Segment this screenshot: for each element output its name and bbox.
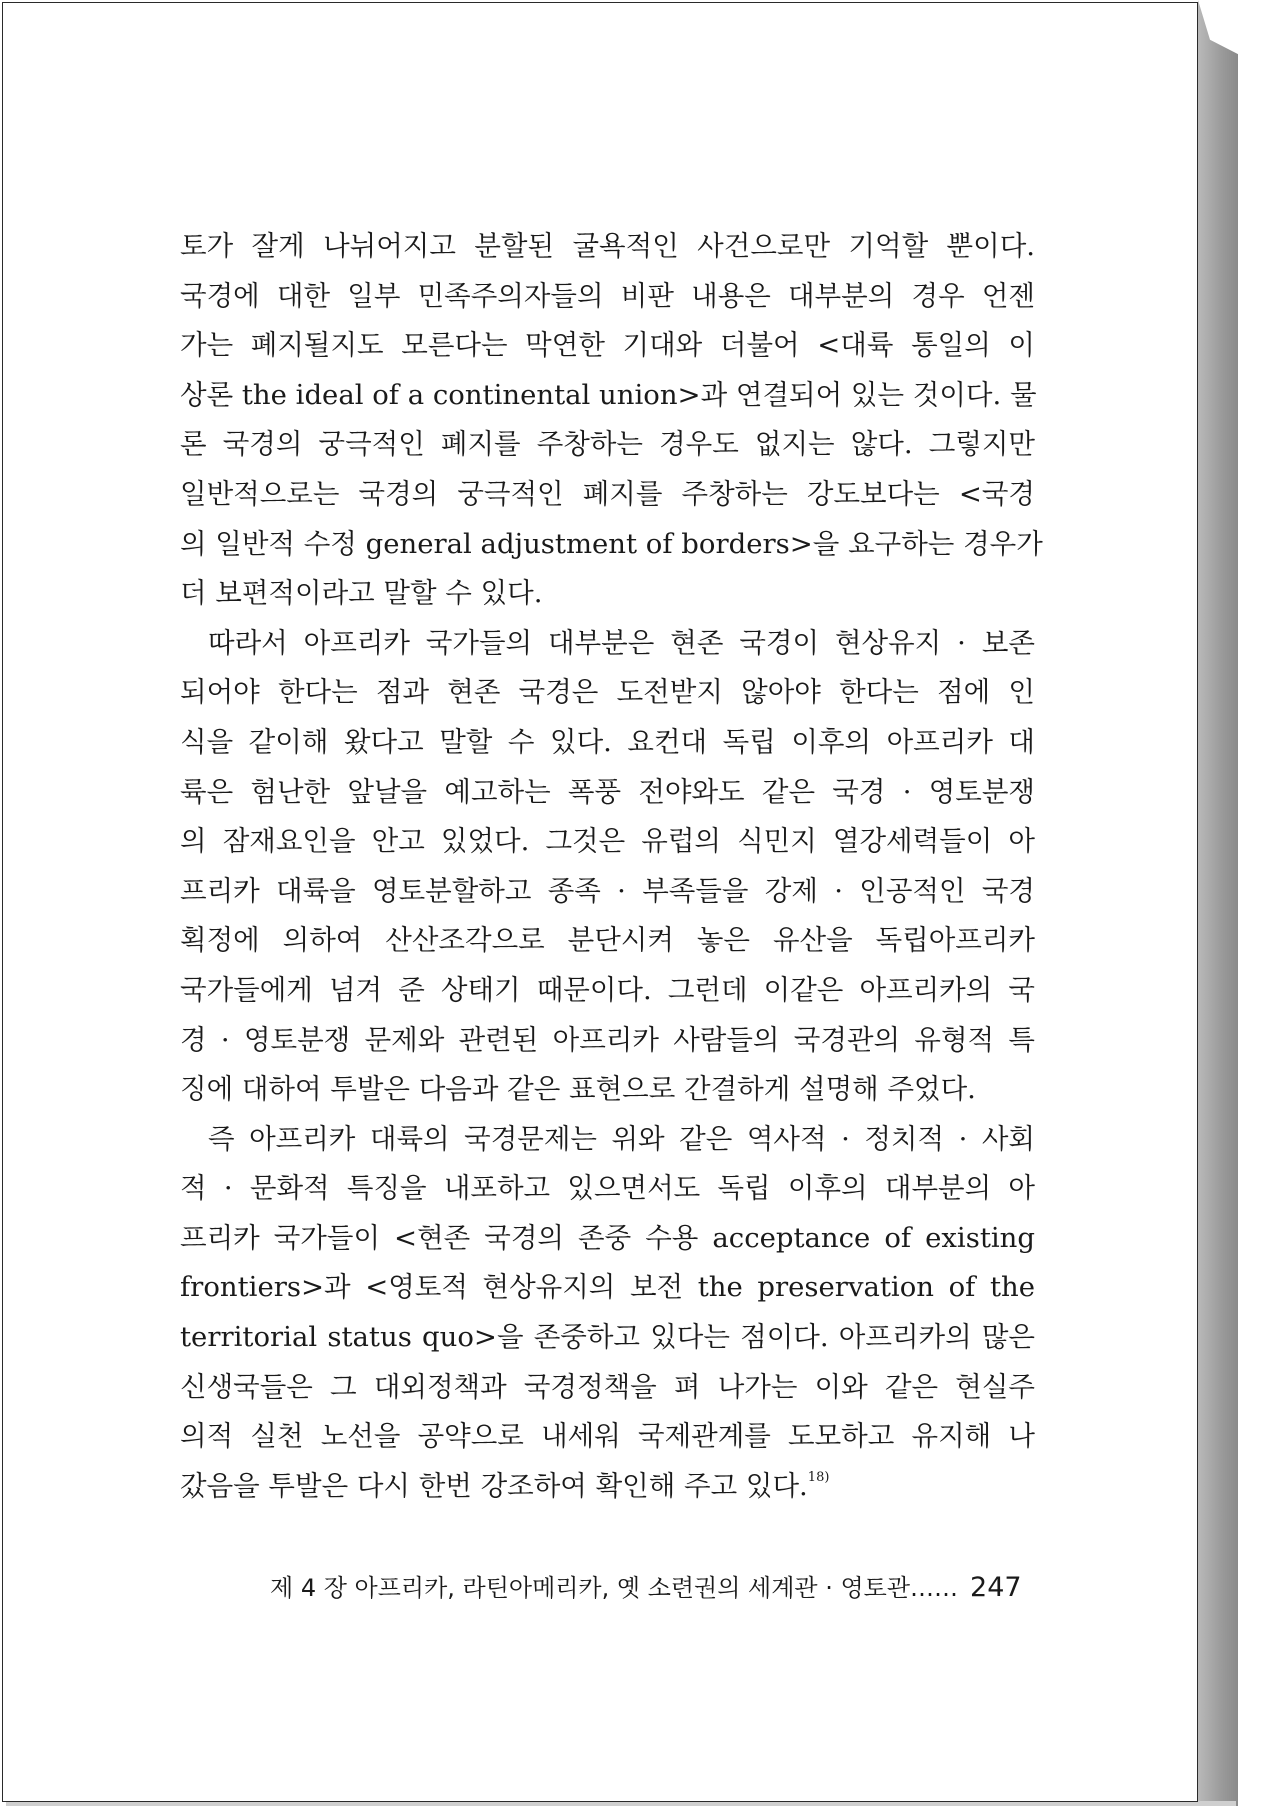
text-line: 더 보편적이라고 말할 수 있다.: [180, 577, 543, 610]
text-line: 경 · 영토분쟁 문제와 관련된 아프리카 사람들의 국경관의 유형적 특: [180, 1023, 1035, 1056]
text-line: 신생국들은 그 대외정책과 국경정책을 펴 나가는 이와 같은 현실주: [180, 1370, 1035, 1403]
text-line: 가는 폐지될지도 모른다는 막연한 기대와 더불어 <대륙 통일의 이: [180, 329, 1035, 362]
text-line: 징에 대하여 투발은 다음과 같은 표현으로 간결하게 설명해 주었다.: [180, 1073, 976, 1106]
text-line: 상론 the ideal of a continental union>과 연결되어 있는 것이다. 물: [180, 378, 1037, 411]
body-text: [180, 222, 1043, 1511]
text-line-content: 갔음을 투발은 다시 한번 강조하여 확인해 주고 있다.: [180, 1469, 808, 1502]
text-line: 식을 같이해 왔다고 말할 수 있다. 요컨대 독립 이후의 아프리카 대: [180, 725, 1035, 758]
text-line: territorial status quo>을 존중하고 있다는 점이다. 아프리카의 많은: [180, 1321, 1035, 1354]
text-line: 론 국경의 궁극적인 폐지를 주창하는 경우도 없지는 않다. 그렇지만: [180, 428, 1035, 461]
text-line: 적 · 문화적 특징을 내포하고 있으면서도 독립 이후의 대부분의 아: [180, 1172, 1035, 1205]
text-line: 의 일반적 수정 general adjustment of borders>을 요구하는 경우가: [180, 527, 1043, 560]
text-line: 토가 잘게 나뉘어지고 분할된 굴욕적인 사건으로만 기억할 뿐이다.: [180, 230, 1035, 262]
text-line: 프리카 국가들이 <현존 국경의 존중 수용 acceptance of existing: [180, 1221, 1035, 1254]
text-line: 국경에 대한 일부 민족주의자들의 비판 내용은 대부분의 경우 언젠: [180, 279, 1035, 312]
text-line: frontiers>과 <영토적 현상유지의 보전 the preservation of the: [180, 1271, 1035, 1304]
footnote-ref: 18): [807, 1469, 830, 1485]
text-line: 프리카 대륙을 영토분할하고 종족 · 부족들을 강제 · 인공적인 국경: [180, 874, 1035, 907]
text-line: 의적 실천 노선을 공약으로 내세워 국제관계를 도모하고 유지해 나: [180, 1420, 1035, 1453]
text-line: 획정에 의하여 산산조각으로 분단시켜 놓은 유산을 독립아프리카: [180, 924, 1035, 957]
last-text-line: [180, 1462, 1035, 1512]
page-number: 247: [970, 1572, 1022, 1603]
text-line: 륙은 험난한 앞날을 예고하는 폭풍 전야와도 같은 국경 · 영토분쟁: [180, 775, 1035, 808]
text-line: 국가들에게 넘겨 준 상태기 때문이다. 그런데 이같은 아프리카의 국: [180, 973, 1035, 1006]
paragraph-start-line: 따라서 아프리카 국가들의 대부분은 현존 국경이 현상유지 · 보존: [208, 626, 1035, 659]
paragraph-start-line: 즉 아프리카 대륙의 국경문제는 위와 같은 역사적 · 정치적 · 사회: [208, 1122, 1035, 1155]
page-footer: [270, 1568, 1022, 1608]
text-line: 되어야 한다는 점과 현존 국경은 도전받지 않아야 한다는 점에 인: [180, 676, 1035, 709]
book-edge: [1198, 0, 1238, 1806]
text-line: 일반적으로는 국경의 궁극적인 폐지를 주창하는 강도보다는 <국경: [180, 477, 1035, 510]
running-head: 제 4 장 아프리카, 라틴아메리카, 옛 소련권의 세계관 · 영토관……: [270, 1574, 959, 1602]
text-line: 의 잠재요인을 안고 있었다. 그것은 유럽의 식민지 열강세력들이 아: [180, 825, 1035, 858]
